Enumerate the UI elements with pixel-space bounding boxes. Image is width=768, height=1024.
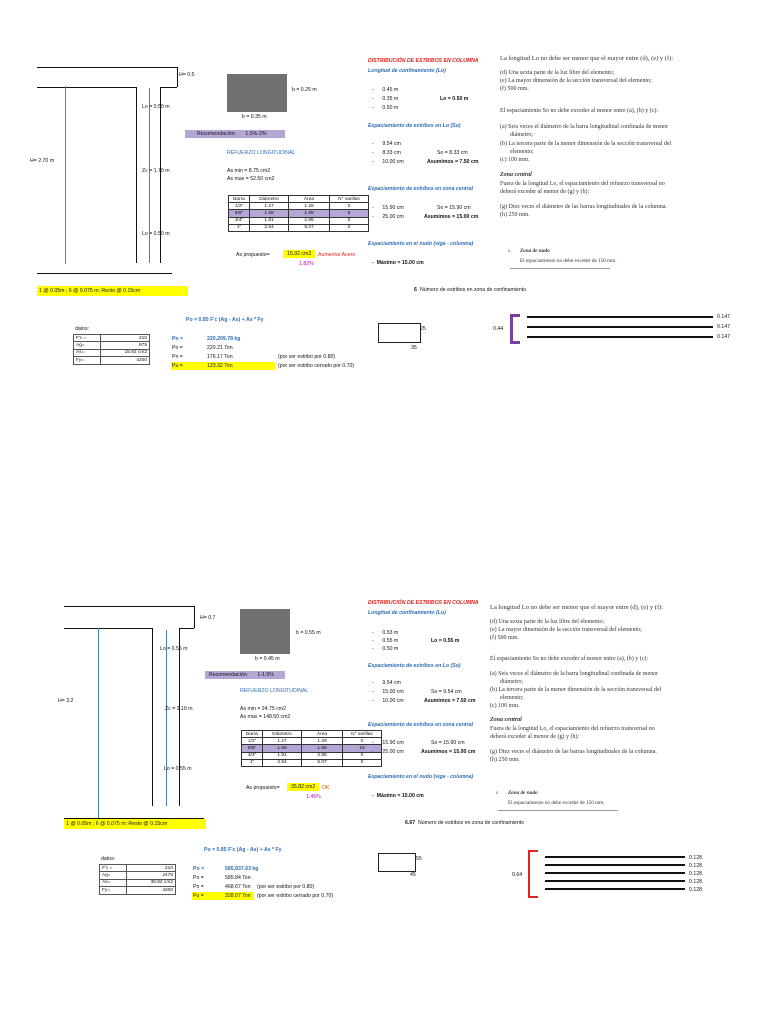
table-row	[242, 738, 382, 745]
beam-height-label: H= 0.7	[200, 615, 216, 621]
cell: 0	[330, 217, 369, 224]
so-val-3: - 10.00 cm	[372, 159, 404, 165]
so-val-1: - 9.54 cm	[372, 680, 401, 686]
as-min: As min = 8.75 cm2	[227, 168, 271, 174]
column-right-edge-2	[179, 628, 180, 806]
norma-zc2: deberá exceder al menor de (g) y (h):	[490, 734, 580, 740]
esp-nudo-title: Espaciamiento en el nudo (viga - columna)	[368, 241, 474, 247]
as-max: As max = 148.50 cm2	[240, 714, 291, 720]
as-propuesto-note: OK	[322, 785, 330, 791]
th-varillas: N° varillas	[343, 731, 382, 738]
pn-note: (por ser estribo por 0.80)	[278, 354, 336, 360]
th-area: Área	[289, 196, 330, 203]
estribo-box	[378, 323, 421, 343]
norma-nudo-letter: c.	[496, 790, 500, 796]
cell: 0	[343, 759, 382, 766]
pu-value: 328.07 Ton	[225, 893, 251, 899]
norma-zc2: deberá exceder al menor de (g) y (h):	[500, 189, 590, 195]
cell: As=	[74, 349, 101, 356]
datos-label: datos:	[75, 326, 90, 332]
rebar-value: 0.128	[689, 863, 702, 869]
cell: 15.92 cm2	[101, 349, 150, 356]
pu-note: (por ser estribo cerrado por 0.70)	[257, 893, 334, 899]
cell: 1.59	[250, 210, 289, 217]
lo-val-3: - 0.50 m	[372, 105, 399, 111]
cell: 210	[127, 865, 176, 872]
cell: 1.99	[302, 745, 343, 752]
cell: Ag=	[74, 342, 101, 349]
pu-note: (por ser estribo cerrado por 0.70)	[278, 363, 355, 369]
cell: 2.54	[250, 224, 289, 231]
cell: 875	[101, 342, 150, 349]
as-propuesto-value: 15.92 cm2	[283, 250, 315, 258]
th-area: Área	[302, 731, 343, 738]
cuantia-pct: 1.82%	[299, 261, 314, 267]
cell: As=	[100, 879, 127, 886]
norma-p1: La longitud Lo no debe ser menor que el mayor entre (d), (e) y (f):	[490, 604, 664, 611]
cell: 1/2"	[242, 738, 263, 745]
resumen-estribos: 1 @ 0.05m ; 6 @ 0.075 m; Resto @ 0.15cm	[37, 286, 188, 296]
th-varillas: N° varillas	[330, 196, 369, 203]
lo-top-label: Lo = 0.50 m	[142, 104, 170, 110]
rebar-line	[545, 864, 685, 866]
norma-a2: diámetro;	[500, 679, 523, 685]
norma-nudo-text: El espaciamiento no debe exceder de 150 mm.	[520, 258, 617, 264]
norma-zc-title: Zona central	[500, 172, 532, 178]
rebar-value: 0.128	[689, 855, 702, 861]
norma-nudo-title: Zona de nudo	[508, 790, 538, 796]
lo-result: Lo = 0.55 m	[431, 638, 460, 644]
bars-table	[228, 195, 369, 232]
table-row	[100, 865, 176, 872]
cell: F'c =	[100, 865, 127, 872]
dist-title: DISTRIBUCIÓN DE ESTRIBOS EN COLUMNA	[368, 58, 479, 64]
recommendation-label: Recomendación:	[209, 672, 248, 678]
cell: 2.85	[302, 752, 343, 759]
cell: 1.99	[289, 210, 330, 217]
c-eq: So = 15.90 cm	[431, 740, 465, 746]
norma-h: (h) 250 mm.	[500, 212, 530, 218]
box-height-label: 35	[411, 345, 417, 351]
norma-b2: elemento;	[510, 149, 534, 155]
norma-a2: diámetro;	[510, 132, 533, 138]
n-estribos-text: Número de estribos en zona de confinamiento	[420, 287, 527, 293]
norma-f: (f) 500 mm.	[500, 86, 529, 92]
po1-value: 220,209.78 kg	[207, 336, 241, 342]
rebar-line	[545, 888, 685, 890]
c-val-2: - 25.00 cm	[372, 749, 404, 755]
norma-e: (e) La mayor dimensión de la sección transversal del elemento;	[500, 78, 652, 84]
cell: 0	[330, 224, 369, 231]
datos-table	[99, 864, 176, 895]
lo-bottom-label: Lo = 0.55 m	[164, 766, 192, 772]
pn-label: Pn =	[193, 884, 204, 890]
norma-b1: (b) La tercera parte de la menor dimensión de la sección transversal del	[490, 687, 662, 693]
recommendation-label: Recomendación:	[197, 131, 236, 137]
cell: 2.54	[263, 759, 302, 766]
rebar-line	[545, 880, 685, 882]
cell: 2475	[127, 872, 176, 879]
esp-so-title: Espaciamiento de estribos en Lo (So)	[368, 123, 461, 129]
norma-h: (h) 250 mm.	[490, 757, 520, 763]
maximo: - Máximo = 15.00 cm	[372, 260, 424, 266]
zc-label: Zc = 2.10 m	[165, 706, 193, 712]
bracket-purple	[510, 314, 520, 344]
po2-label: Po =	[172, 345, 183, 351]
rebar-value: 0.128	[689, 871, 702, 877]
column-section	[240, 609, 290, 654]
beam-height-label: H= 0.5	[179, 72, 195, 78]
section-b2-label: b = 0.35 m	[242, 114, 267, 120]
cell: 3/4"	[229, 217, 250, 224]
cell: 1.91	[250, 217, 289, 224]
norma-f: (f) 500 mm.	[490, 635, 519, 641]
rebar-value: 0.128	[689, 887, 702, 893]
resumen-estribos: 1 @ 0.05m ; 6 @ 0.075 m; Resto @ 0.15cm	[64, 819, 206, 829]
cell: 8	[330, 210, 369, 217]
section-b2-label: b = 0.45 m	[255, 656, 280, 662]
beam-bottom-line-left	[37, 87, 137, 88]
so-val-1: - 9.54 cm	[372, 141, 401, 147]
po1-label: Po =	[193, 866, 205, 872]
table-row	[229, 203, 369, 210]
table-row	[229, 210, 369, 217]
beam-top-line	[64, 606, 194, 607]
table-row	[100, 887, 176, 894]
box-width-label: 55	[416, 856, 422, 862]
total-height-label: H= 3.2	[58, 698, 74, 704]
so-val-3: - 10.00 cm	[372, 698, 404, 704]
esp-so-title: Espaciamiento de estribos en Lo (So)	[368, 663, 461, 669]
cell: F'c =	[74, 335, 101, 342]
po2-label: Po =	[193, 875, 204, 881]
c-result: Asumimos = 15.00 cm	[424, 214, 479, 220]
column-right-edge	[136, 87, 137, 263]
box-height-label: 45	[410, 872, 416, 878]
po-formula: Po = 0.85 F'c (Ag - As) + As * Fy	[204, 847, 282, 853]
po1-label: Po =	[172, 336, 184, 342]
zc-label: Zc = 1.70 m	[142, 168, 170, 174]
section-b-label: b = 0.25 m	[292, 87, 317, 93]
cell: 35.82 cm2	[127, 879, 176, 886]
as-min: As min = 24.75 cm2	[240, 706, 286, 712]
esp-central-title: Espaciamiento de estribos en zona central	[368, 186, 473, 192]
norma-p1: La longitud Lo no debe ser menor que el mayor entre (d), (e) y (f):	[500, 55, 674, 62]
table-row	[242, 759, 382, 766]
rebar-line	[527, 326, 713, 328]
recommendation-bar	[205, 671, 285, 679]
lo-result: Lo = 0.50 m	[440, 96, 469, 102]
long-conf-title: Longitud de confinamiento (Lo)	[368, 610, 446, 616]
cell: Ag=	[100, 872, 127, 879]
po2-value: 220.21 Ton	[207, 345, 233, 351]
long-conf-title: Longitud de confinamiento (Lo)	[368, 68, 446, 74]
as-propuesto-label: As propuesto=	[246, 785, 280, 791]
cell: 1.29	[302, 738, 343, 745]
so-val-2: - 15.00 cm	[372, 689, 404, 695]
cell: 2.85	[289, 217, 330, 224]
column-dimension-line	[166, 630, 167, 806]
table-row	[242, 752, 382, 759]
norma-d: (d) Una sexta parte de la luz libre del elemento;	[490, 619, 605, 625]
rebar-line	[545, 856, 685, 858]
as-propuesto-label: As propuesto=	[236, 252, 270, 258]
norma-zc1: Fuera de la longitud Lo, el espaciamiento del refuerzo transversal no	[490, 726, 655, 732]
so-result: Asumimos = 7.50 cm	[424, 698, 476, 704]
pu-value: 123.32 Ton	[207, 363, 233, 369]
rebar-value: 0.147	[717, 334, 730, 340]
cell: Fy=	[100, 887, 127, 894]
lo-val-1: - 0.45 m	[372, 87, 399, 93]
table-row	[229, 224, 369, 231]
beam-bottom-line-left	[64, 628, 152, 629]
cuantia-pct: 1.45%	[306, 794, 321, 800]
rebar-value: 0.147	[717, 324, 730, 330]
table-row	[229, 217, 369, 224]
cell: 5.07	[289, 224, 330, 231]
th-barra: Barra	[242, 731, 263, 738]
floor-line	[37, 273, 172, 274]
cell: 1.27	[250, 203, 289, 210]
po2-value: 585.84 Ton	[225, 875, 251, 881]
estribo-box	[378, 853, 416, 872]
datos-table-wrap	[99, 864, 176, 895]
cell: 4200	[127, 887, 176, 894]
cell: 1"	[242, 759, 263, 766]
table-row	[74, 349, 150, 356]
lo-val-2: - 0.35 m	[372, 96, 399, 102]
dist-title: DISTRIBUCIÓN DE ESTRIBOS EN COLUMNA	[368, 600, 479, 606]
norma-p2: El espaciamiento So no debe exceder al menor entre (a), (b) y (c):	[500, 108, 659, 114]
so-eq: So = 9.54 cm	[431, 689, 462, 695]
cell: 0	[330, 203, 369, 210]
table-row	[242, 745, 382, 752]
as-max: As max = 52.50 cm2	[227, 176, 275, 182]
cell: 1.29	[289, 203, 330, 210]
datos-table	[73, 334, 150, 365]
column-right-edge	[152, 628, 153, 806]
c-val-1: - 15.90 cm	[372, 205, 404, 211]
recommendation-value: 1-1.5%	[257, 672, 274, 678]
beam-bottom-line-right	[179, 628, 194, 629]
cell: 1.91	[263, 752, 302, 759]
beam-end-line	[177, 67, 178, 87]
rebar-line	[527, 336, 713, 338]
table-row	[100, 872, 176, 879]
cell: 18	[343, 745, 382, 752]
pn-label: Pn =	[172, 354, 183, 360]
beam-top-line	[37, 67, 177, 68]
table-row	[100, 879, 176, 886]
norma-a1: (a) Seis veces el diámetro de la barra longitudinal confinada de menor	[500, 124, 669, 130]
pu-label: Pu =	[172, 363, 183, 369]
cell: 3/4"	[242, 752, 263, 759]
as-propuesto-value: 35.82 cm2	[287, 783, 319, 791]
c-result: Asumimos = 15.00 cm	[421, 749, 476, 755]
po1-value: 585,837.63 kg	[225, 866, 259, 872]
cell: 210	[101, 335, 150, 342]
cell: 4200	[101, 357, 150, 364]
cell: 5.07	[302, 759, 343, 766]
table-row	[74, 357, 150, 364]
pn-value: 468.67 Ton	[225, 884, 251, 890]
beam-end-line	[194, 606, 195, 628]
datos-label: datos:	[101, 856, 116, 862]
cell: Fy=	[74, 357, 101, 364]
norma-nudo-title: Zona de nudo	[520, 248, 550, 254]
refuerzo-title: REFUERZO LONGITUDINAL	[227, 150, 296, 156]
section-b-label: b = 0.55 m	[296, 630, 321, 636]
so-result: Asumimos = 7.50 cm	[427, 159, 479, 165]
bracket-label: 0.44	[493, 326, 504, 332]
bracket-label: 0.64	[512, 872, 523, 878]
n-estribos-value: 6	[414, 287, 417, 293]
th-diametro: Diámetro	[263, 731, 302, 738]
norma-c: (c) 100 mm.	[490, 703, 520, 709]
n-estribos-value: 6.67	[405, 820, 416, 826]
cell: 0	[343, 752, 382, 759]
cell: 1.27	[263, 738, 302, 745]
norma-g: (g) Diez veces el diámetro de las barras longitudinales de la columna.	[500, 204, 667, 210]
norma-nudo-letter: c.	[508, 248, 512, 254]
recommendation-value: 1.5%-2%	[245, 131, 267, 137]
norma-d: (d) Una sexta parte de la luz libre del elemento;	[500, 70, 615, 76]
height-dimension-line	[98, 628, 99, 818]
nudo-underline	[510, 268, 610, 269]
norma-g: (g) Diez veces el diámetro de las barras longitudinales de la columna.	[490, 749, 657, 755]
so-val-2: - 8.33 cm	[372, 150, 401, 156]
lo-bottom-label: Lo = 0.50 m	[142, 231, 170, 237]
table-row	[74, 342, 150, 349]
norma-zc1: Fuera de la longitud Lo, el espaciamiento del refuerzo transversal no	[500, 181, 665, 187]
rebar-line	[545, 872, 685, 874]
column-section	[227, 74, 287, 112]
refuerzo-title: REFUERZO LONGITUDINAL	[240, 688, 309, 694]
bars-table	[241, 730, 382, 767]
rebar-line	[527, 316, 713, 318]
esp-nudo-title: Espaciamiento en el nudo (viga - columna)	[368, 774, 474, 780]
c-val-1: - 15.90 cm	[372, 740, 404, 746]
lo-val-2: - 0.55 m	[372, 638, 399, 644]
c-eq: So = 15.90 cm	[437, 205, 471, 211]
c-val-2: - 25.00 cm	[372, 214, 404, 220]
height-dimension-line	[65, 86, 66, 264]
norma-e: (e) La mayor dimensión de la sección transversal del elemento;	[490, 627, 642, 633]
cell: 1"	[229, 224, 250, 231]
th-diametro: Diámetro	[250, 196, 289, 203]
lo-val-1: - 0.53 m	[372, 630, 399, 636]
th-barra: Barra	[229, 196, 250, 203]
as-propuesto-note: Aumentar Acero	[318, 252, 356, 258]
norma-b2: elemento;	[500, 695, 524, 701]
total-height-label: H= 2.70 m	[30, 158, 55, 164]
cell: 1.59	[263, 745, 302, 752]
po-formula: Po = 0.85 F'c (Ag - As) + As * Fy	[186, 317, 264, 323]
esp-central-title: Espaciamiento de estribos en zona central	[368, 722, 473, 728]
cell: 5/8"	[242, 745, 263, 752]
cell: 1/2"	[229, 203, 250, 210]
norma-zc-title: Zona central	[490, 717, 522, 723]
bracket-red	[528, 850, 538, 898]
lo-val-3: - 0.50 m	[372, 646, 399, 652]
n-estribos-text: Número de estribos en zona de confinamiento	[418, 820, 525, 826]
beam-bottom-line-right	[160, 87, 177, 88]
lo-top-label: Lo = 0.55 m	[160, 646, 188, 652]
cell: 5/8"	[229, 210, 250, 217]
norma-p2: El espaciamiento So no debe exceder al menor entre (a), (b) y (c):	[490, 656, 649, 662]
box-width-label: 25	[420, 326, 426, 332]
table-row	[74, 335, 150, 342]
rebar-value: 0.147	[717, 314, 730, 320]
norma-b1: (b) La tercera parte de la menor dimensión de la sección transversal del	[500, 141, 672, 147]
so-eq: So = 8.33 cm	[437, 150, 468, 156]
pn-note: (por ser estribo por 0.80)	[257, 884, 315, 890]
pu-label: Pu =	[193, 893, 204, 899]
norma-c: (c) 100 mm.	[500, 157, 530, 163]
norma-nudo-text: El espaciamiento no debe exceder de 150 mm.	[508, 800, 605, 806]
rebar-value: 0.128	[689, 879, 702, 885]
norma-a1: (a) Seis veces el diámetro de la barra longitudinal confinada de menor	[490, 671, 659, 677]
nudo-underline	[498, 810, 618, 811]
cell: 0	[343, 738, 382, 745]
maximo: - Máximo = 15.00 cm	[372, 793, 424, 799]
pn-value: 176.17 Ton	[207, 354, 233, 360]
recommendation-bar	[185, 130, 285, 138]
